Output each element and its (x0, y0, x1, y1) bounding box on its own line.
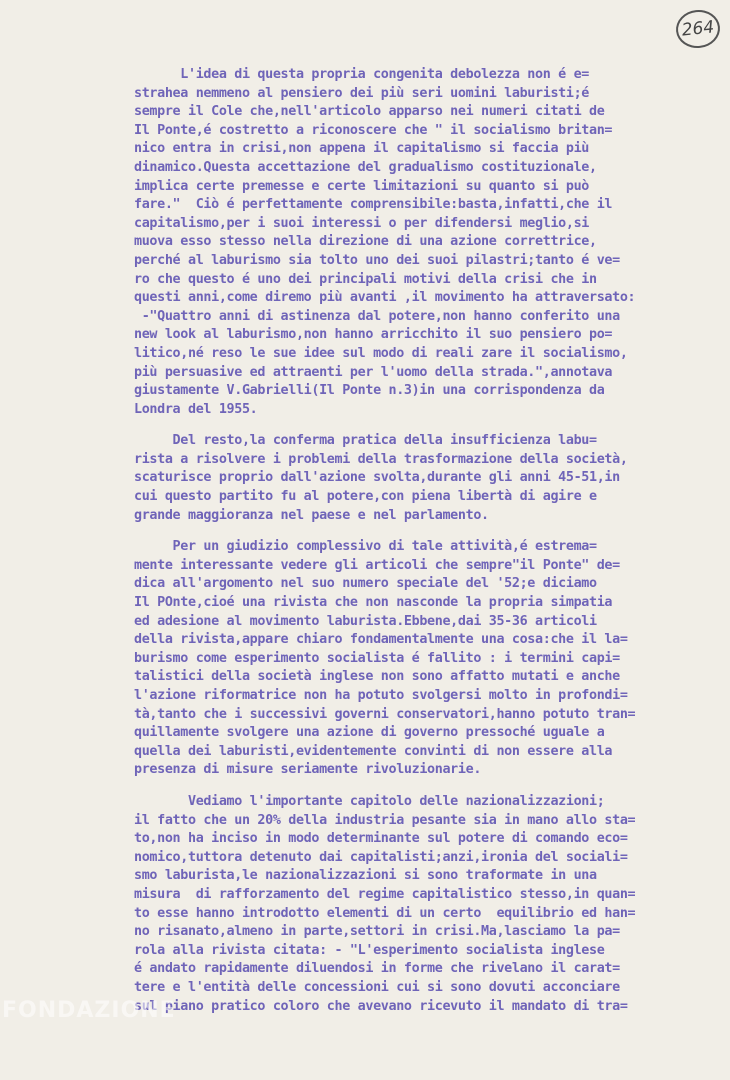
text-line: della rivista,appare chiaro fondamentalmente una cosa:che il la= (134, 632, 628, 648)
text-line: Londra del 1955. (134, 401, 258, 417)
text-line: il fatto che un 20% della industria pesante sia in mano allo sta= (134, 812, 636, 828)
text-line: muova esso stesso nella direzione di una azione correttrice, (134, 234, 597, 250)
text-line: Per un giudizio complessivo di tale attività,é estrema= (134, 539, 597, 555)
text-line: misura di rafforzamento del regime capitalistico stesso,in quan= (134, 886, 636, 902)
text-line: presenza di misure seriamente rivoluzionarie. (134, 762, 482, 778)
text-line: perché al laburismo sia tolto uno dei suoi pilastri;tanto é ve= (134, 252, 620, 268)
text-line: cui questo partito fu al potere,con piena libertà di agire e (134, 489, 597, 505)
text-line: quella dei laburisti,evidentemente convinti di non essere alla (134, 743, 613, 759)
text-line: strahea nemmeno al pensiero dei più seri uomini laburisti;é (134, 85, 589, 101)
text-line: to,non ha inciso in modo determinante sul potere di comando eco= (134, 831, 628, 847)
archive-watermark: FONDAZIONE (2, 998, 176, 1023)
text-line: sul piano pratico coloro che avevano ricevuto il mandato di tra= (134, 998, 628, 1014)
text-line: capitalismo,per i suoi interessi o per difendersi meglio,si (134, 215, 589, 231)
text-line: giustamente V.Gabrielli(Il Ponte n.3)in una corrispondenza da (134, 383, 605, 399)
text-line: no risanato,almeno in parte,settori in crisi.Ma,lasciamo la pa= (134, 924, 620, 940)
text-line: più persuasive ed attraenti per l'uomo della strada.",annotava (134, 364, 613, 380)
text-line: L'idea di questa propria congenita debolezza non é e= (134, 67, 589, 82)
text-line: burismo come esperimento socialista é fallito : i termini capi= (134, 650, 620, 666)
paragraph (134, 793, 704, 1016)
text-line: dica all'argomento nel suo numero speciale del '52;e diciamo (134, 576, 597, 592)
text-line: implica certe premesse e certe limitazioni su quanto si può (134, 178, 589, 194)
text-line: to esse hanno introdotto elementi di un certo equilibrio ed han= (134, 905, 636, 921)
text-line: new look al laburismo,non hanno arricchito il suo pensiero po= (134, 327, 613, 343)
text-line: quillamente svolgere una azione di governo pressoché uguale a (134, 725, 605, 741)
text-line: Il POnte,cioé una rivista che non nasconde la propria simpatia (134, 595, 613, 611)
text-line: dinamico.Questa accettazione del gradualismo costituzionale, (134, 159, 597, 175)
text-line: fare." Ciò é perfettamente comprensibile:basta,infatti,che il (134, 197, 613, 213)
text-line: litico,né reso le sue idee sul modo di reali zare il socialismo, (134, 345, 628, 361)
text-line: Il Ponte,é costretto a riconoscere che " il socialismo britan= (134, 122, 613, 138)
page-number: 264 (680, 17, 716, 41)
text-line: grande maggioranza nel paese e nel parlamento. (134, 507, 489, 523)
text-line: mente interessante vedere gli articoli che sempre"il Ponte" de= (134, 557, 620, 573)
text-line: smo laburista,le nazionalizzazioni si sono traformate in una (134, 868, 597, 884)
text-line: questi anni,come diremo più avanti ,il movimento ha attraversato: (134, 290, 636, 306)
text-line: l'azione riformatrice non ha potuto svolgersi molto in profondi= (134, 688, 628, 703)
typescript-body (134, 66, 704, 1029)
text-line: tere e l'entità delle concessioni cui si sono dovuti acconciare (134, 979, 620, 995)
text-line: nico entra in crisi,non appena il capitalismo si faccia più (134, 141, 589, 157)
text-line: scaturisce proprio dall'azione svolta,durante gli anni 45-51,in (134, 470, 620, 486)
page-number-circle (674, 8, 722, 50)
paragraph (134, 66, 704, 419)
text-line: Vediamo l'importante capitolo delle nazionalizzazioni; (134, 793, 605, 809)
text-line: Del resto,la conferma pratica della insufficienza labu= (134, 433, 597, 449)
text-line: rista a risolvere i problemi della trasformazione della società, (134, 451, 628, 467)
text-line: tà,tanto che i successivi governi conservatori,hanno potuto tran= (134, 706, 636, 722)
text-line: ed adesione al movimento laburista.Ebbene,dai 35-36 articoli (134, 613, 597, 629)
text-line: é andato rapidamente diluendosi in forme che rivelano il carat= (134, 961, 620, 977)
text-line: -"Quattro anni di astinenza dal potere,non hanno conferito una (134, 308, 620, 324)
paragraph (134, 432, 704, 525)
paragraph (134, 538, 704, 780)
text-line: nomico,tuttora detenuto dai capitalisti;anzi,ironia del sociali= (134, 849, 628, 865)
text-line: ro che questo é uno dei principali motivi della crisi che in (134, 271, 597, 287)
text-line: sempre il Cole che,nell'articolo apparso nei numeri citati de (134, 104, 605, 120)
text-line: talistici della società inglese non sono affatto mutati e anche (134, 669, 620, 685)
text-line: rola alla rivista citata: - "L'esperimento socialista inglese (134, 942, 605, 958)
